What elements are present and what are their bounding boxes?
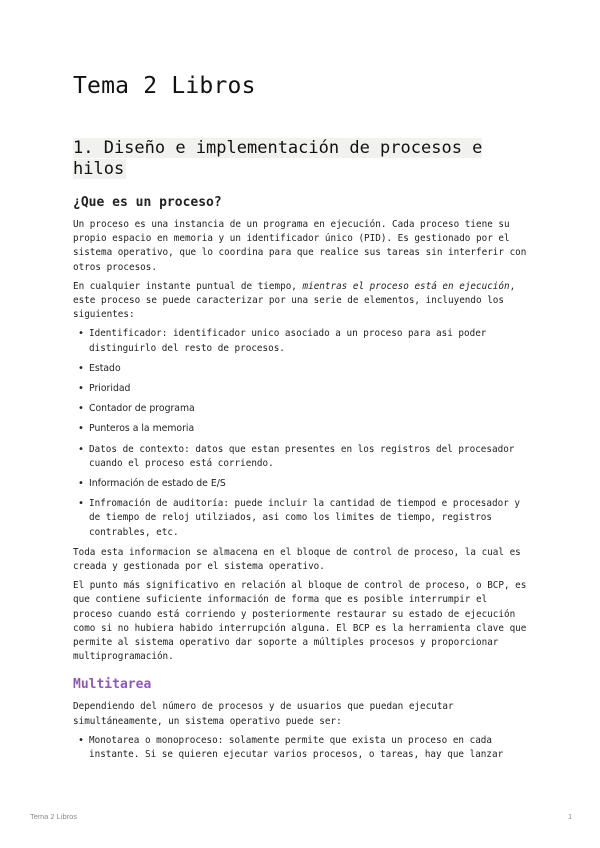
multitarea-list (73, 734, 529, 762)
proceso-elements-list (73, 327, 529, 539)
proceso-heading: ¿Que es un proceso? (73, 195, 222, 210)
proceso-paragraph-2-post: , este proceso se puede caracterizar por una serie de elementos, incluyendo los siguientes: (73, 280, 516, 321)
section-heading (73, 138, 529, 180)
list-item: • Información de estado de E/S (89, 477, 529, 491)
list-item: • Estado (89, 362, 529, 376)
list-item: • Datos de contexto: datos que estan presentes en los registros del procesador cuando el proceso está corriendo. (89, 443, 529, 471)
proceso-paragraph-2-pre: En cualquier instante puntual de tiempo, (73, 280, 303, 292)
page-content (73, 72, 529, 768)
proceso-paragraph-2 (73, 280, 529, 323)
proceso-paragraph-1: Un proceso es una instancia de un programa en ejecución. Cada proceso tiene su propio espacio en memoria y un identificador único (PID). Es gestionado por el sistema operativo, que lo coordina para que realice sus tareas sin interferir con otros procesos. (73, 219, 527, 273)
footer-page-number: 1 (568, 812, 573, 821)
list-item: • Punteros a la memoria (89, 422, 529, 436)
list-item: • Infromación de auditoría: puede incluir la cantidad de tiempod e procesador y de tiempo de reloj utilziados, asi como los limites de tiempo, registros contrables, etc. (89, 497, 529, 540)
proceso-paragraph-4: El punto más significativo en relación al bloque de control de proceso, o BCP, es que contiene suficiente información de forma que es posible interrumpir el proceso cuando está corriendo y posteriormente restaurar su estado de ejecución como si no hubiera habido interrupción alguna. El BCP es la herramienta clave que permite al sistema operativo dar soporte a múltiples procesos y proporcionar multiprogramación. (73, 580, 527, 663)
list-item: • Monotarea o monoproceso: solamente permite que exista un proceso en cada instante. Si se quieren ejecutar varios procesos, o tareas, hay que lanzar (89, 734, 529, 762)
list-item: • Contador de programa (89, 402, 529, 416)
proceso-paragraph-2-emphasis: mientras el proceso está en ejecución (302, 280, 510, 292)
page-title: Tema 2 Libros (73, 73, 256, 99)
footer-title: Tema 2 Libros (30, 812, 78, 821)
multitarea-paragraph-1: Dependiendo del número de procesos y de usuarios que puedan ejecutar simultáneamente, un sistema operativo puede ser: (73, 701, 454, 727)
multitarea-heading: Multitarea (73, 677, 152, 693)
list-item: • Prioridad (89, 382, 529, 396)
list-item: • Identificador: identificador unico asociado a un proceso para asi poder distinguirlo del resto de procesos. (89, 327, 529, 355)
section-heading-text: 1. Diseño e implementación de procesos e hilos (73, 138, 483, 179)
proceso-paragraph-3: Toda esta informacion se almacena en el bloque de control de proceso, la cual es creada y gestionada por el sistema operativo. (73, 546, 521, 573)
